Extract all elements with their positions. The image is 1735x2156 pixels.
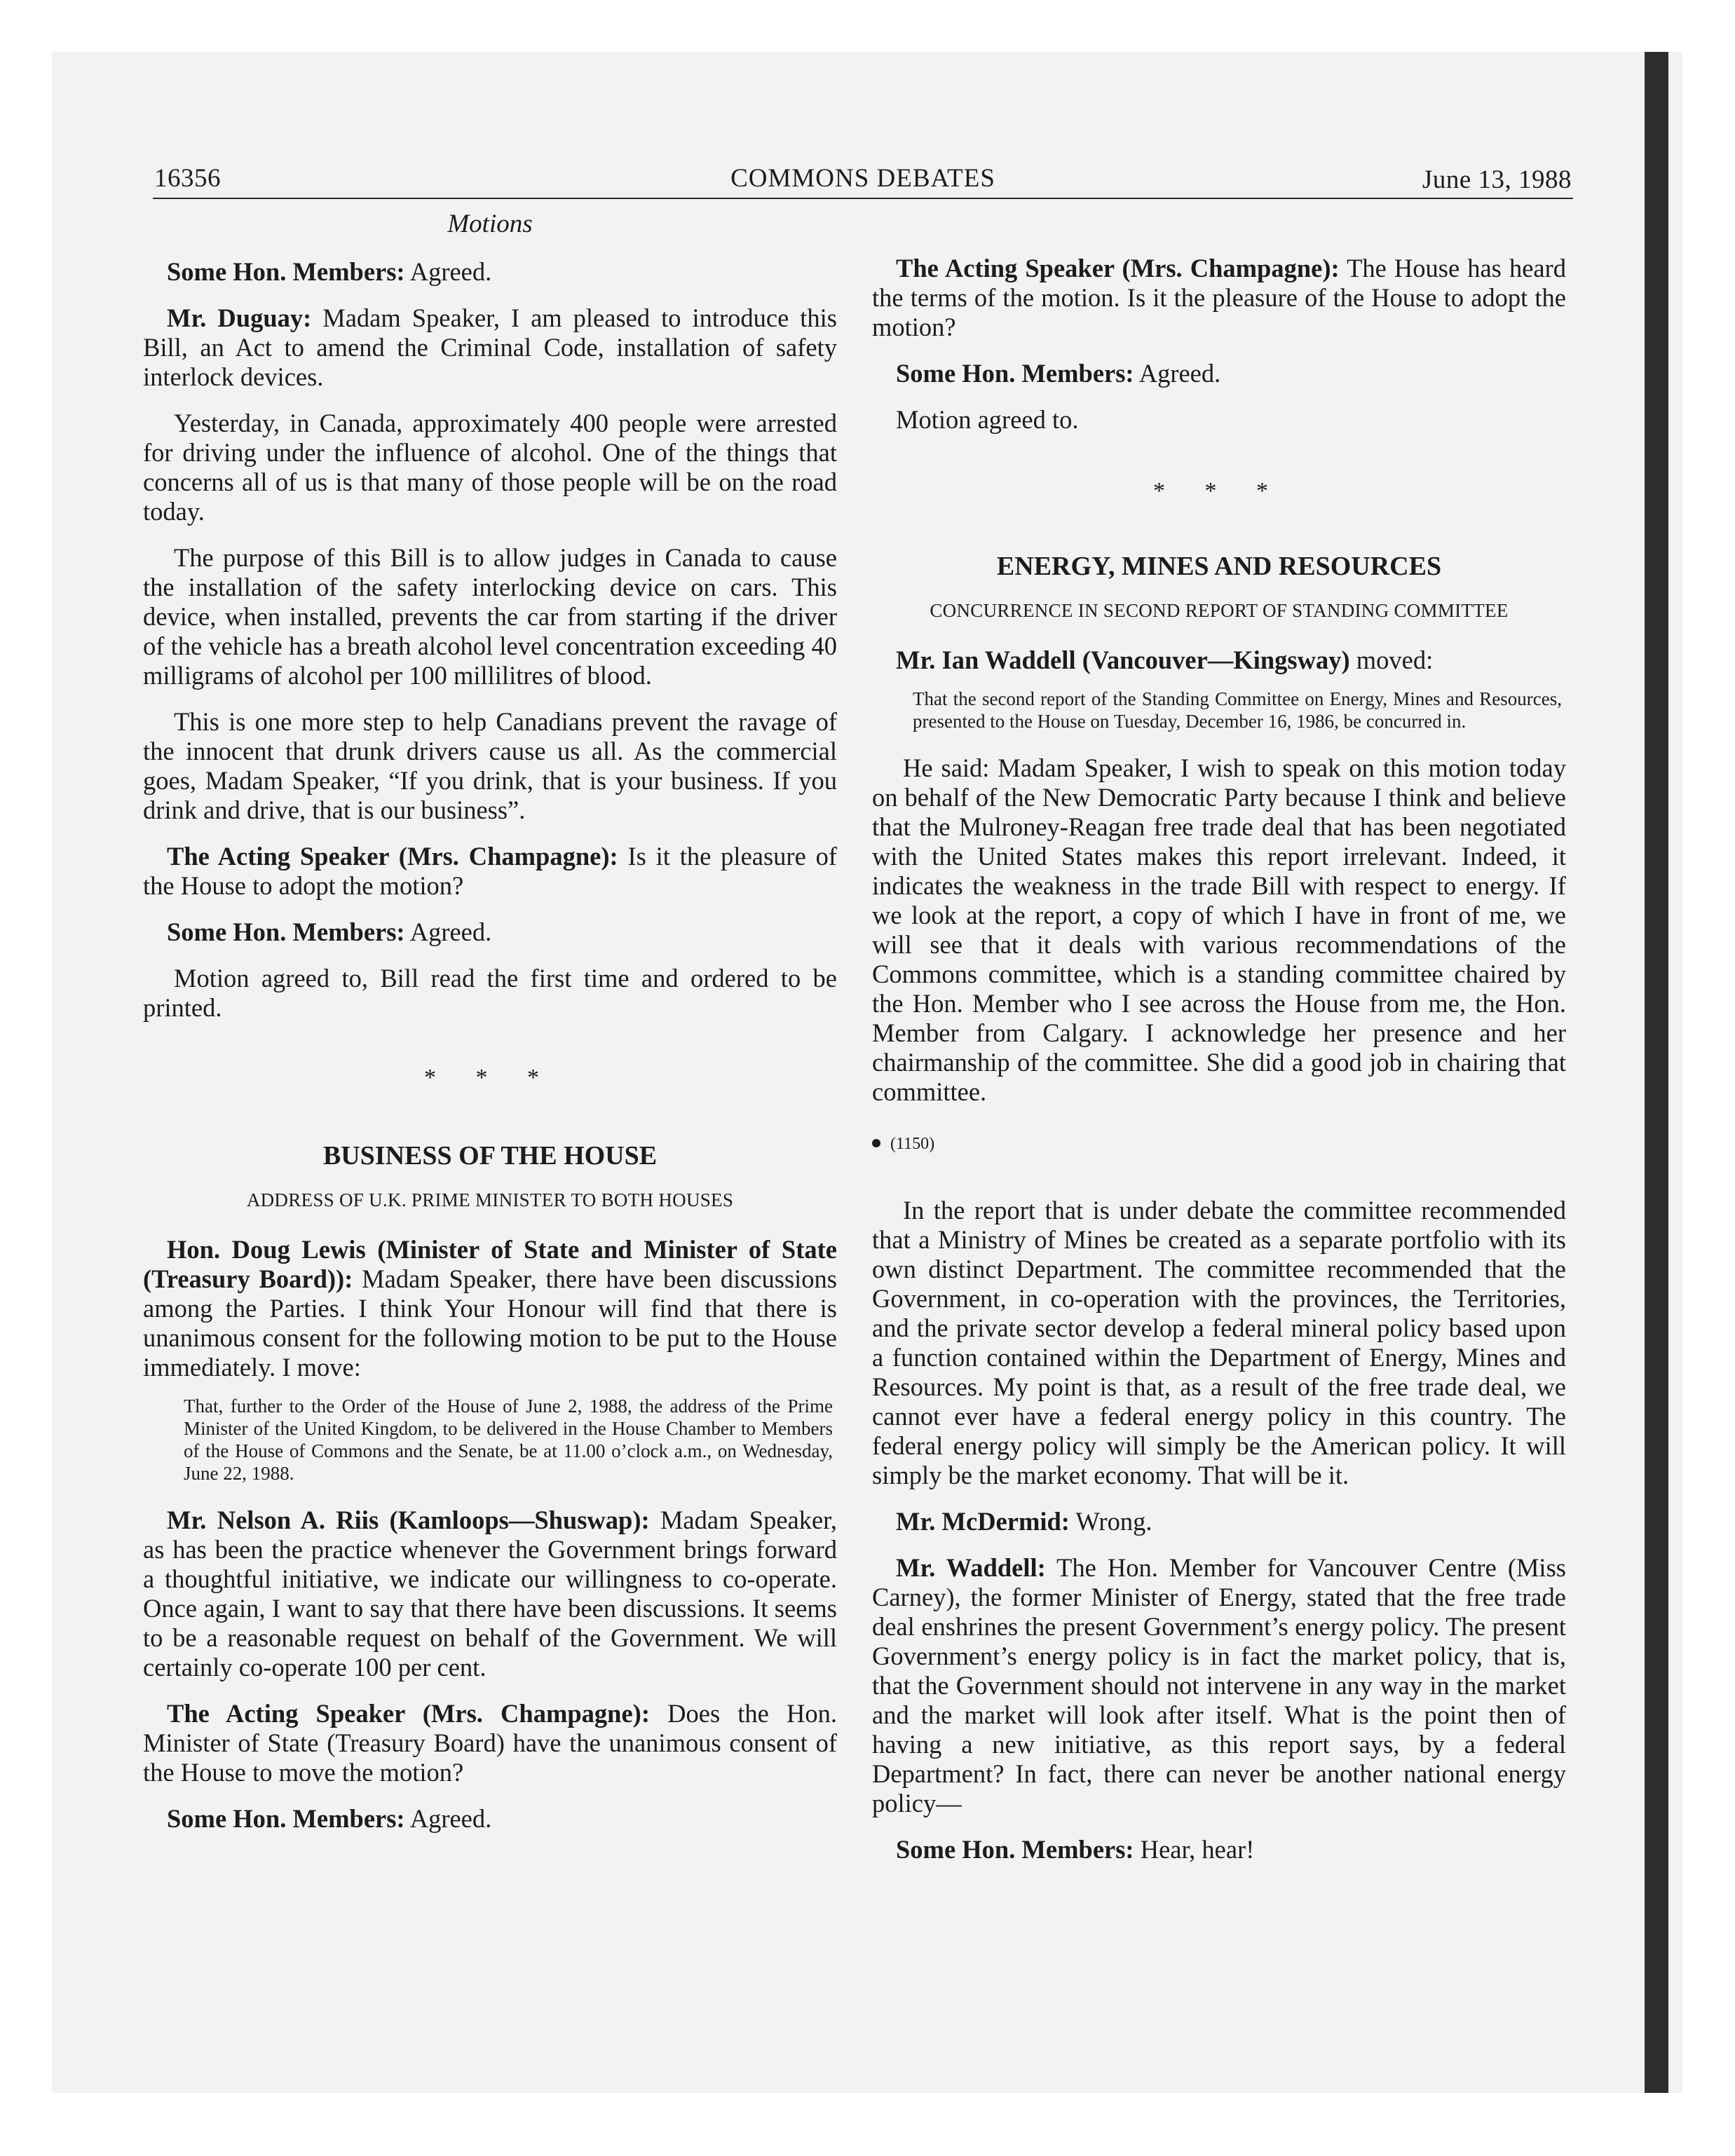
section-heading: BUSINESS OF THE HOUSE bbox=[322, 1141, 658, 1171]
speaker-affiliation: (Mrs. Champagne): bbox=[1114, 254, 1340, 282]
speech-paragraph bbox=[872, 753, 1566, 1107]
speech-paragraph bbox=[872, 254, 1566, 342]
speaker-affiliation: (Mrs. Champagne): bbox=[404, 1699, 650, 1728]
speech-text: The House has heard the terms of the motion. Is it the pleasure of the House to adopt the motion? bbox=[872, 254, 1567, 341]
issue-date: June 13, 1988 bbox=[1422, 165, 1572, 194]
speech-paragraph bbox=[872, 1196, 1566, 1490]
section-label: Motions bbox=[447, 210, 533, 238]
speaker-name: Some Hon. Members: bbox=[167, 917, 405, 946]
speech-paragraph bbox=[143, 303, 837, 392]
section-heading: ENERGY, MINES AND RESOURCES bbox=[996, 552, 1442, 581]
section-subheading: ADDRESS OF U.K. PRIME MINISTER TO BOTH HOUSES bbox=[246, 1189, 734, 1210]
speech-text: Yesterday, in Canada, approximately 400 people were arrested for driving under the influence of alcohol. One of the things that concerns all of us is that many of those people will be on the road today. bbox=[143, 409, 837, 526]
speaker-name: The Acting Speaker bbox=[167, 1699, 405, 1728]
speaker-name: Mr. McDermid: bbox=[896, 1507, 1070, 1536]
speech-paragraph bbox=[143, 964, 837, 1023]
speaker-name: Some Hon. Members: bbox=[167, 257, 405, 286]
speaker-name: Mr. Ian Waddell bbox=[896, 646, 1076, 674]
left-column bbox=[143, 207, 837, 1850]
speaker-name: Mr. Duguay: bbox=[167, 303, 312, 332]
speaker-name: The Acting Speaker bbox=[896, 254, 1115, 282]
speech-text: He said: Madam Speaker, I wish to speak on this motion today on behalf of the New Democratic Party because I think and believe that the Mulroney-Reagan free trade deal that has been negotiated with the United States makes this report irrelevant. Indeed, it indicates the weakness in the trade Bill with respect to energy. If we look at the report, a copy of which I have in front of me, we will see that it deals with various recommendations of the Commons committee, which is a standing committee chaired by the Hon. Member who I see across the House from me, the Hon. Member from Calgary. I acknowledge her presence and her chairmanship of the committee. She did a good job in chairing that committee. bbox=[872, 753, 1566, 1106]
section-separator: * * * bbox=[424, 1065, 556, 1091]
speech-text: Hear, hear! bbox=[1134, 1835, 1255, 1864]
speech-text: Agreed. bbox=[1134, 359, 1221, 388]
speech-paragraph bbox=[143, 917, 837, 947]
speech-text: The purpose of this Bill is to allow judges in Canada to cause the installation of the safety interlocking device on cars. This device, when installed, prevents the car from starting if the driver of the vehicle has a breath alcohol level concentration exceeding 40 milligrams of alcohol per 100 millilitres of blood. bbox=[143, 543, 837, 690]
speaker-name: Some Hon. Members: bbox=[167, 1804, 405, 1833]
right-column bbox=[872, 254, 1566, 1881]
speech-paragraph bbox=[143, 1699, 837, 1787]
section-separator: * * * bbox=[1153, 478, 1285, 504]
speech-text: The Hon. Member for Vancouver Centre (Miss Carney), the former Minister of Energy, stated that the free trade deal enshrines the present Government’s energy policy. The present Government’s energy policy is in fact the market policy, that is, that the Government should not intervene in any way in the market and the market will look after itself. What is the point then of having a new initiative, as this report says, by a federal Department? In fact, there can never be another national energy policy— bbox=[872, 1553, 1566, 1817]
speaker-name: Mr. Waddell: bbox=[896, 1553, 1046, 1582]
speech-text: moved: bbox=[1349, 646, 1434, 674]
speech-text: Is it the pleasure of the House to adopt the motion? bbox=[143, 842, 837, 900]
speech-text: Agreed. bbox=[404, 1804, 492, 1833]
speaker-name: Hon. Doug Lewis bbox=[167, 1235, 366, 1264]
speech-text: Motion agreed to. bbox=[896, 405, 1079, 434]
section-subheading: CONCURRENCE IN SECOND REPORT OF STANDING COMMITTEE bbox=[930, 600, 1509, 621]
speech-paragraph bbox=[143, 842, 837, 901]
speech-text: Wrong. bbox=[1069, 1507, 1152, 1536]
speech-paragraph bbox=[143, 707, 837, 825]
speech-paragraph bbox=[143, 543, 837, 690]
speech-paragraph bbox=[143, 1804, 837, 1834]
time-stamp: (1150) bbox=[890, 1135, 935, 1153]
speech-text: Madam Speaker, I am pleased to introduce this Bill, an Act to amend the Criminal Code, installation of safety interlock devices. bbox=[143, 303, 838, 391]
speech-text: This is one more step to help Canadians prevent the ravage of the innocent that drunk drivers cause us all. As the commercial goes, Madam Speaker, “If you drink, that is your business. If you drink and drive, that is our business”. bbox=[143, 707, 837, 824]
speaker-affiliation: (Mrs. Champagne): bbox=[388, 842, 618, 871]
motion-quote: That, further to the Order of the House of June 2, 1988, the address of the Prime Minister of the United Kingdom, to be delivered in the House Chamber to Members of the House of Commons and the Senate, be at 11.00 o’clock a.m., on Wednesday, June 22, 1988. bbox=[184, 1396, 833, 1484]
speaker-affiliation: (Kamloops—Shuswap): bbox=[379, 1506, 650, 1534]
speech-text: Motion agreed to, Bill read the first time and ordered to be printed. bbox=[143, 964, 837, 1022]
motion-quote: That the second report of the Standing Committee on Energy, Mines and Resources, presented to the House on Tuesday, December 16, 1986, be concurred in. bbox=[913, 688, 1562, 732]
speech-paragraph bbox=[872, 1835, 1566, 1864]
speaker-name: The Acting Speaker bbox=[167, 842, 389, 871]
page-number: 16356 bbox=[154, 164, 221, 193]
speaker-affiliation: (Vancouver—Kingsway) bbox=[1075, 646, 1350, 674]
speech-paragraph bbox=[872, 646, 1566, 675]
speech-paragraph bbox=[872, 405, 1566, 435]
speech-text: Agreed. bbox=[404, 257, 492, 286]
speech-paragraph bbox=[143, 409, 837, 526]
speech-text: In the report that is under debate the committee recommended that a Ministry of Mines be created as a separate portfolio with its own distinct Department. The committee recommended that the Government, in co-operation with the provinces, the Territories, and the private sector develop a federal mineral policy based upon a function contained within the Department of Energy, Mines and Resources. My point is that, as a result of the free trade deal, we cannot ever have a federal energy policy in this country. The federal energy policy will simply be the American policy. It will simply be the market economy. That will be it. bbox=[872, 1196, 1566, 1489]
time-marker bbox=[872, 1135, 1566, 1154]
speech-paragraph bbox=[143, 257, 837, 287]
speech-text: Madam Speaker, there have been discussions among the Parties. I think Your Honour will find that there is unanimous consent for the following motion to be put to the House immediately. I move: bbox=[143, 1264, 837, 1381]
speech-paragraph bbox=[872, 1507, 1566, 1536]
speaker-affiliation: (Minister of State and Minister of State (Treasury Board)): bbox=[143, 1235, 837, 1293]
speaker-name: Some Hon. Members: bbox=[896, 359, 1134, 388]
speech-paragraph bbox=[143, 1235, 837, 1382]
speech-text: Agreed. bbox=[404, 917, 492, 946]
speech-text: Does the Hon. Minister of State (Treasury Board) have the unanimous consent of the House to move the motion? bbox=[143, 1699, 838, 1787]
running-header bbox=[153, 157, 1573, 199]
speech-text: Madam Speaker, as has been the practice whenever the Government brings forward a thoughtful initiative, we indicate our willingness to co-operate. Once again, I want to say that there have been discussions. It seems to be a reasonable request on behalf of the Government. We will certainly co-operate 100 per cent. bbox=[143, 1506, 837, 1681]
speaker-name: Some Hon. Members: bbox=[896, 1835, 1134, 1864]
speech-paragraph bbox=[143, 1506, 837, 1682]
speech-paragraph bbox=[872, 359, 1566, 388]
bullet-icon bbox=[872, 1139, 880, 1147]
scan-edge-bar bbox=[1645, 52, 1668, 2093]
speech-paragraph bbox=[872, 1553, 1566, 1818]
publication-title: COMMONS DEBATES bbox=[730, 164, 995, 193]
speaker-name: Mr. Nelson A. Riis bbox=[167, 1506, 379, 1534]
